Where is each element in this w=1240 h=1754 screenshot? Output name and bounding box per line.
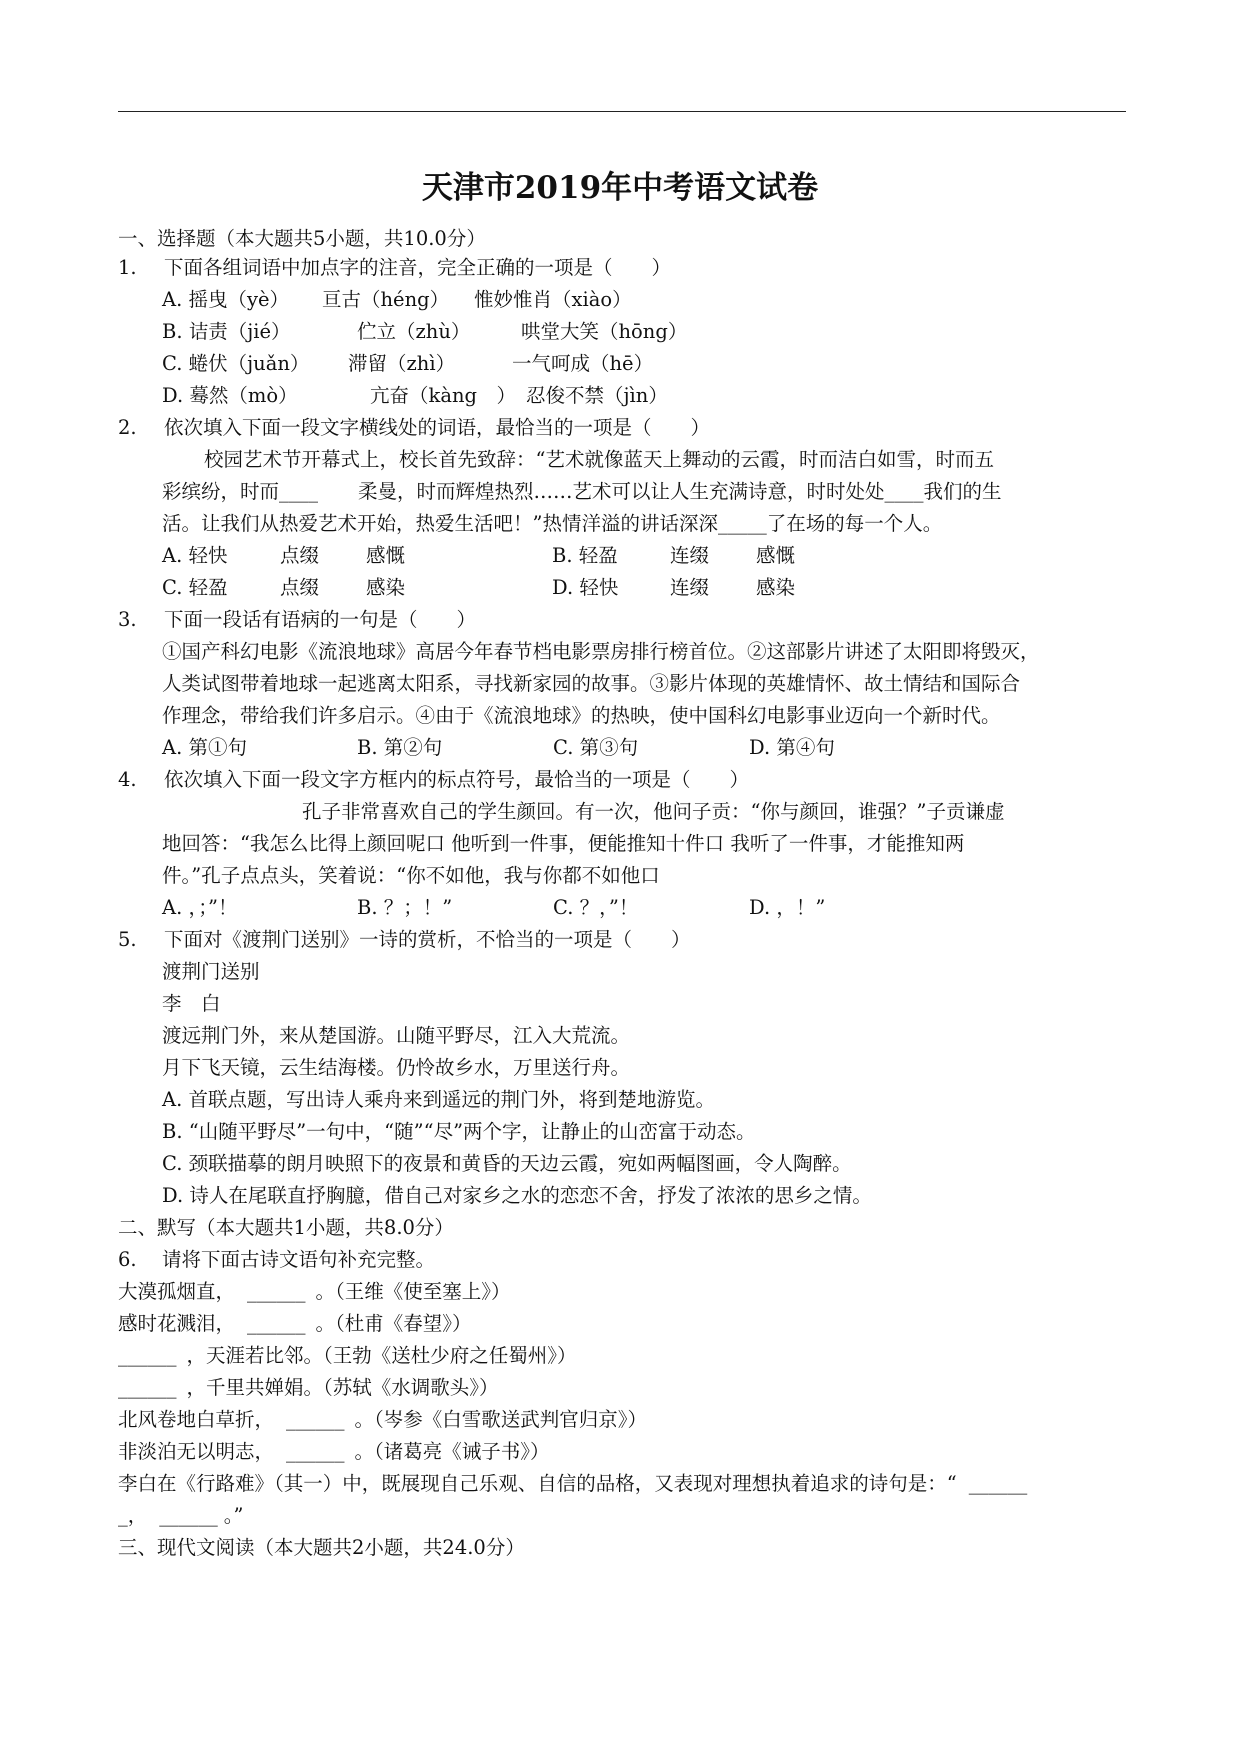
question-number: 6.	[118, 1248, 137, 1271]
verse-text: 非淡泊无以明志，	[118, 1440, 275, 1463]
q1-option-c	[162, 350, 653, 378]
question-3-stem	[118, 606, 476, 634]
fill-line-1	[118, 1278, 511, 1306]
q3-passage-line-2: 人类试图带着地球一起逃离太阳系，寻找新家园的故事。③影片体现的英雄情怀、故土情结和国际合	[162, 672, 1021, 695]
q4-options	[162, 894, 825, 922]
source-text: 。（诸葛亮《诫子书》）	[354, 1440, 550, 1463]
option-text: A. 轻快	[162, 544, 228, 567]
fill-line-3	[118, 1342, 577, 1370]
q5-option-d: D. 诗人在尾联直抒胸臆，借自己对家乡之水的恋恋不舍，抒发了浓浓的思乡之情。	[162, 1184, 872, 1207]
question-text: 下面一段话有语病的一句是（ ）	[164, 608, 477, 631]
answer-blank[interactable]: _，	[118, 1504, 148, 1527]
fill-line-5	[118, 1406, 647, 1434]
option-text: 点缀	[280, 576, 320, 599]
option-text: D. ，！”	[749, 896, 826, 919]
q2-options-row-1	[162, 542, 795, 570]
question-6-stem	[118, 1246, 435, 1274]
q5-option-a: A. 首联点题，写出诗人乘舟来到遥远的荆门外，将到楚地游览。	[162, 1088, 715, 1111]
source-text: 。（岑参《白雪歌送武判官归京》）	[354, 1408, 648, 1431]
fill-line-6	[118, 1438, 550, 1466]
question-number: 5.	[118, 928, 137, 951]
option-text: A. 第①句	[162, 736, 247, 759]
q4-passage-line-2: 地回答：“我怎么比得上颜回呢口 他听到一件事，便能推知十件口 我听了一件事，才能推知两	[162, 832, 965, 855]
verse-text: 北风卷地白草折，	[118, 1408, 275, 1431]
option-text: C. 蜷伏（juǎn）	[162, 352, 310, 375]
verse-text: 。”	[223, 1504, 244, 1527]
question-text: 依次填入下面一段文字方框内的标点符号，最恰当的一项是（ ）	[164, 768, 750, 791]
option-text: 点缀	[280, 544, 320, 567]
passage-text: 柔曼，时而辉煌热烈……艺术可以让人生充满诗意，时时处处____我们的生	[358, 480, 1002, 503]
question-4-stem	[118, 766, 749, 794]
option-text: D. 蓦然（mò）	[162, 384, 298, 407]
section-heading-1: 一、选择题（本大题共5小题，共10.0分）	[118, 227, 486, 250]
option-text: B. 轻盈	[552, 544, 618, 567]
option-text: C. 轻盈	[162, 576, 228, 599]
option-text: 感慨	[366, 544, 406, 567]
answer-blank[interactable]: ______	[118, 1344, 177, 1367]
option-text: 感染	[366, 576, 406, 599]
page-title: 天津市2019年中考语文试卷	[421, 170, 819, 206]
q3-options	[162, 734, 835, 762]
passage-text: 彩缤纷，时而____	[162, 480, 319, 503]
option-text: 亢奋（kàng ）	[370, 384, 516, 407]
q1-option-b	[162, 318, 687, 346]
q2-passage-line-1: 校园艺术节开幕式上，校长首先致辞：“艺术就像蓝天上舞动的云霞，时而洁白如雪，时而五	[204, 448, 994, 471]
question-text: 请将下面古诗文语句补充完整。	[162, 1248, 436, 1271]
fill-line-8	[118, 1502, 244, 1530]
option-text: 连缀	[670, 576, 710, 599]
poem-line-2: 月下飞天镜，云生结海楼。仍怜故乡水，万里送行舟。	[162, 1056, 631, 1079]
q1-option-a	[162, 286, 632, 314]
verse-text: ，天涯若比邻。（王勃《送杜少府之任蜀州》）	[186, 1344, 577, 1367]
q5-option-c: C. 颈联描摹的朗月映照下的夜景和黄昏的天边云霞，宛如两幅图画，令人陶醉。	[162, 1152, 852, 1175]
question-number: 4.	[118, 768, 137, 791]
q1-option-d	[162, 382, 668, 410]
option-text: A. ，；”！	[162, 896, 238, 919]
option-text: D. 第④句	[749, 736, 835, 759]
option-text: 忍俊不禁（jìn）	[526, 384, 668, 407]
question-text: 下面对《渡荆门送别》一诗的赏析，不恰当的一项是（ ）	[164, 928, 691, 951]
q2-options-row-2	[162, 574, 795, 602]
answer-blank[interactable]: ______	[247, 1312, 306, 1335]
option-text: 滞留（zhì）	[348, 352, 456, 375]
verse-text: ，千里共婵娟。（苏轼《水调歌头》）	[186, 1376, 499, 1399]
question-number: 3.	[118, 608, 137, 631]
q4-passage-line-3: 件。”孔子点点头，笑着说：“你不如他，我与你都不如他口	[162, 864, 660, 887]
option-text: 伫立（zhù）	[357, 320, 471, 343]
answer-blank[interactable]: ______	[968, 1472, 1028, 1495]
section-heading-3: 三、现代文阅读（本大题共2小题，共24.0分）	[118, 1536, 525, 1559]
poem-author: 李 白	[162, 992, 221, 1015]
question-text: 依次填入下面一段文字横线处的词语，最恰当的一项是（ ）	[164, 416, 711, 439]
verse-text: 感时花溅泪，	[118, 1312, 236, 1335]
option-text: B. ？；！”	[357, 896, 453, 919]
answer-blank[interactable]: ______	[118, 1376, 177, 1399]
source-text: 。（王维《使至塞上》）	[315, 1280, 511, 1303]
option-text: 惟妙惟肖（xiào）	[474, 288, 632, 311]
option-text: C. ？，”！	[553, 896, 639, 919]
answer-blank[interactable]: ______	[286, 1408, 345, 1431]
question-text: 李白在《行路难》（其一）中，既展现自己乐观、自信的品格，又表现对理想执着追求的诗句是：“	[118, 1472, 957, 1495]
option-text: 感染	[756, 576, 796, 599]
option-text: 哄堂大笑（hōng）	[521, 320, 688, 343]
option-text: D. 轻快	[552, 576, 619, 599]
option-text: B. 诘责（jié）	[162, 320, 291, 343]
header-rule	[118, 111, 1126, 112]
option-text: 亘古（héng）	[322, 288, 450, 311]
option-text: C. 第③句	[553, 736, 639, 759]
question-number: 2.	[118, 416, 137, 439]
q4-passage-line-1: 孔子非常喜欢自己的学生颜回。有一次，他问子贡：“你与颜回，谁强？”子贡谦虚	[302, 800, 1005, 823]
question-5-stem	[118, 926, 691, 954]
fill-line-2	[118, 1310, 472, 1338]
section-heading-2: 二、默写（本大题共1小题，共8.0分）	[118, 1216, 454, 1239]
option-text: B. 第②句	[357, 736, 443, 759]
q5-option-b: B. “山随平野尽”一句中，“随”“尽”两个字，让静止的山峦富于动态。	[162, 1120, 756, 1143]
option-text: A. 摇曳（yè）	[162, 288, 290, 311]
answer-blank[interactable]: ______	[159, 1504, 218, 1527]
fill-line-7	[118, 1470, 1027, 1498]
source-text: 。（杜甫《春望》）	[315, 1312, 472, 1335]
option-text: 一气呵成（hē）	[512, 352, 654, 375]
option-text: 连缀	[670, 544, 710, 567]
option-text: 感慨	[756, 544, 796, 567]
question-text: 下面各组词语中加点字的注音，完全正确的一项是（ ）	[164, 256, 672, 279]
question-2-stem	[118, 414, 710, 442]
poem-line-1: 渡远荆门外，来从楚国游。山随平野尽，江入大荒流。	[162, 1024, 631, 1047]
question-number: 1.	[118, 256, 137, 279]
fill-line-4	[118, 1374, 499, 1402]
answer-blank[interactable]: ______	[286, 1440, 345, 1463]
q2-passage-line-2	[162, 478, 1002, 506]
q3-passage-line-1: ①国产科幻电影《流浪地球》高居今年春节档电影票房排行榜首位。②这部影片讲述了太阳即将毁灭，	[162, 640, 1040, 663]
q2-passage-line-3: 活。让我们从热爱艺术开始，热爱生活吧！”热情洋溢的讲话深深_____了在场的每一个人。	[162, 512, 943, 535]
answer-blank[interactable]: ______	[247, 1280, 306, 1303]
verse-text: 大漠孤烟直，	[118, 1280, 236, 1303]
question-1-stem	[118, 254, 671, 282]
q3-passage-line-3: 作理念，带给我们许多启示。④由于《流浪地球》的热映，使中国科幻电影事业迈向一个新时代。	[162, 704, 1001, 727]
poem-title: 渡荆门送别	[162, 960, 260, 983]
